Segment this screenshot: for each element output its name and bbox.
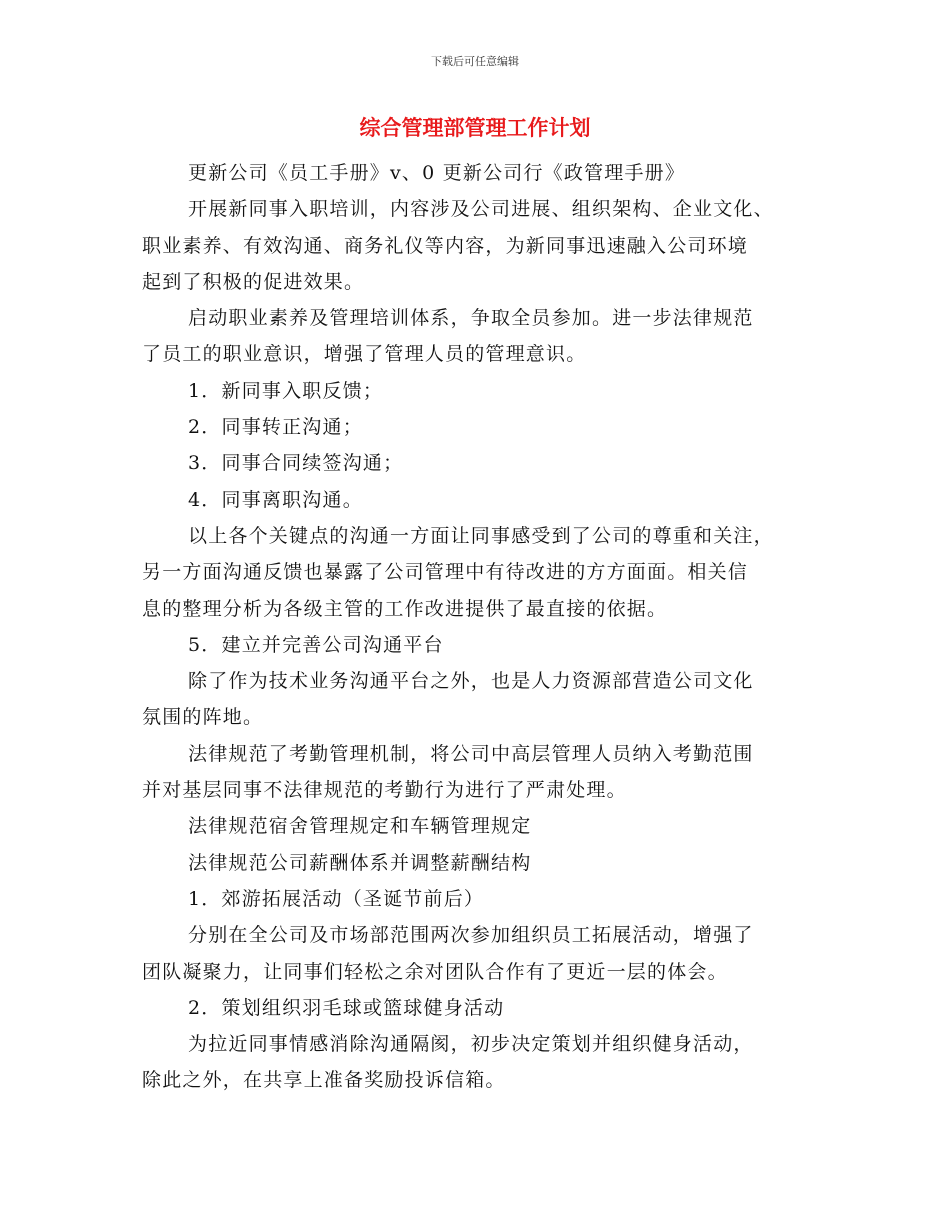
text-line: 氛围的阵地。: [142, 706, 264, 729]
text-line: 法律规范宿舍管理规定和车辆管理规定: [188, 815, 532, 838]
text-line: 5．建立并完善公司沟通平台: [188, 633, 444, 656]
text-line: 职业素养、有效沟通、商务礼仪等内容，为新同事迅速融入公司环境: [142, 234, 749, 257]
text-line: 了员工的职业意识，增强了管理人员的管理意识。: [142, 343, 587, 366]
text-line: 分别在全公司及市场部范围两次参加组织员工拓展活动，增强了: [188, 924, 754, 947]
text-line: 起到了积极的促进效果。: [142, 270, 365, 293]
text-line: 息的整理分析为各级主管的工作改进提供了最直接的依据。: [142, 597, 668, 620]
text-line: 1．郊游拓展活动（圣诞节前后）: [188, 887, 485, 910]
document-title: 综合管理部管理工作计划: [359, 116, 591, 140]
text-line: 团队凝聚力，让同事们轻松之余对团队合作有了更近一层的体会。: [142, 960, 728, 983]
text-line: 3．同事合同续签沟通；: [188, 452, 404, 475]
text-line: 2．同事转正沟通；: [188, 416, 363, 439]
text-line: 开展新同事入职培训，内容涉及公司进展、组织架构、企业文化、: [188, 198, 774, 221]
text-line: 为拉近同事情感消除沟通隔阂，初步决定策划并组织健身活动，: [188, 1033, 754, 1056]
text-line: 2．策划组织羽毛球或篮球健身活动: [188, 996, 505, 1019]
text-line: 4．同事离职沟通。: [188, 488, 363, 511]
text-line: 并对基层同事不法律规范的考勤行为进行了严肃处理。: [142, 779, 627, 802]
text-line: 除了作为技术业务沟通平台之外，也是人力资源部营造公司文化: [188, 670, 754, 693]
text-line: 法律规范公司薪酬体系并调整薪酬结构: [188, 851, 532, 874]
text-line: 以上各个关键点的沟通一方面让同事感受到了公司的尊重和关注，: [188, 524, 774, 547]
text-line: 除此之外，在共享上准备奖励投诉信箱。: [142, 1069, 506, 1092]
text-line: 更新公司《员工手册》v、0 更新公司行《政管理手册》: [188, 162, 686, 184]
text-line: 另一方面沟通反馈也暴露了公司管理中有待改进的方方面面。相关信: [142, 561, 749, 584]
text-line: 启动职业素养及管理培训体系，争取全员参加。进一步法律规范: [188, 307, 754, 330]
text-line: 1．新同事入职反馈；: [188, 379, 384, 402]
text-line: 法律规范了考勤管理机制，将公司中高层管理人员纳入考勤范围: [188, 742, 754, 765]
page-header-note: 下载后可任意编辑: [431, 55, 519, 68]
document-body: [142, 155, 812, 1099]
